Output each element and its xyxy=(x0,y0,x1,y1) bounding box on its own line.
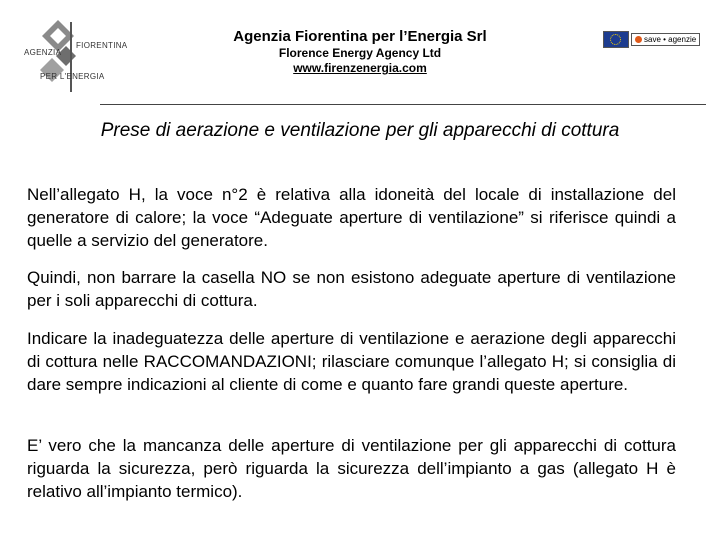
logo-text-fiorentina: FIORENTINA xyxy=(76,41,128,50)
org-name: Agenzia Fiorentina per l’Energia Srl xyxy=(233,28,487,45)
org-name-english: Florence Energy Agency Ltd xyxy=(278,46,442,60)
logo-text-agenzia: AGENZIA xyxy=(24,48,62,57)
paragraph-3: Indicare la inadeguatezza delle aperture di ventilazione e aerazione degli apparecchi di cottura nelle RACCOMANDAZIONI; rilasciare comunque l’allegato H; si consiglia di dare sempre indicazioni al cliente di come e quanto fare grandi queste aperture. xyxy=(27,329,676,394)
website-link[interactable]: www.firenzenergia.com xyxy=(293,61,427,75)
save-agenzie-logo xyxy=(631,33,700,46)
eu-flag-icon xyxy=(603,31,629,48)
agency-logo-mark xyxy=(18,18,130,98)
paragraph-2: Quindi, non barrare la casella NO se non esistono adeguate aperture di ventilazione per i soli apparecchi di cottura. xyxy=(27,268,676,310)
header-divider xyxy=(100,104,706,105)
partner-logos xyxy=(603,31,700,48)
page-title: Prese di aerazione e ventilazione per gli apparecchi di cottura xyxy=(100,120,620,141)
paragraph-1: Nell’allegato H, la voce n°2 è relativa alla idoneità del locale di installazione del generatore di calore; la voce “Adeguate aperture di ventilazione” si riferisce quindi a quelle a servizio del generatore. xyxy=(27,185,676,250)
save-agenzie-label: save • agenzie xyxy=(644,35,697,44)
logo-text-energia: PER L'ENERGIA xyxy=(40,72,105,81)
paragraph-4: E’ vero che la mancanza delle aperture di ventilazione per gli apparecchi di cottura riguarda la sicurezza, però riguarda la sicurezza dell’impianto a gas (allegato H è relativo all’impianto termico). xyxy=(27,436,676,501)
agency-logo xyxy=(18,18,130,98)
save-dot-icon xyxy=(635,36,642,43)
header-organization xyxy=(170,28,550,76)
